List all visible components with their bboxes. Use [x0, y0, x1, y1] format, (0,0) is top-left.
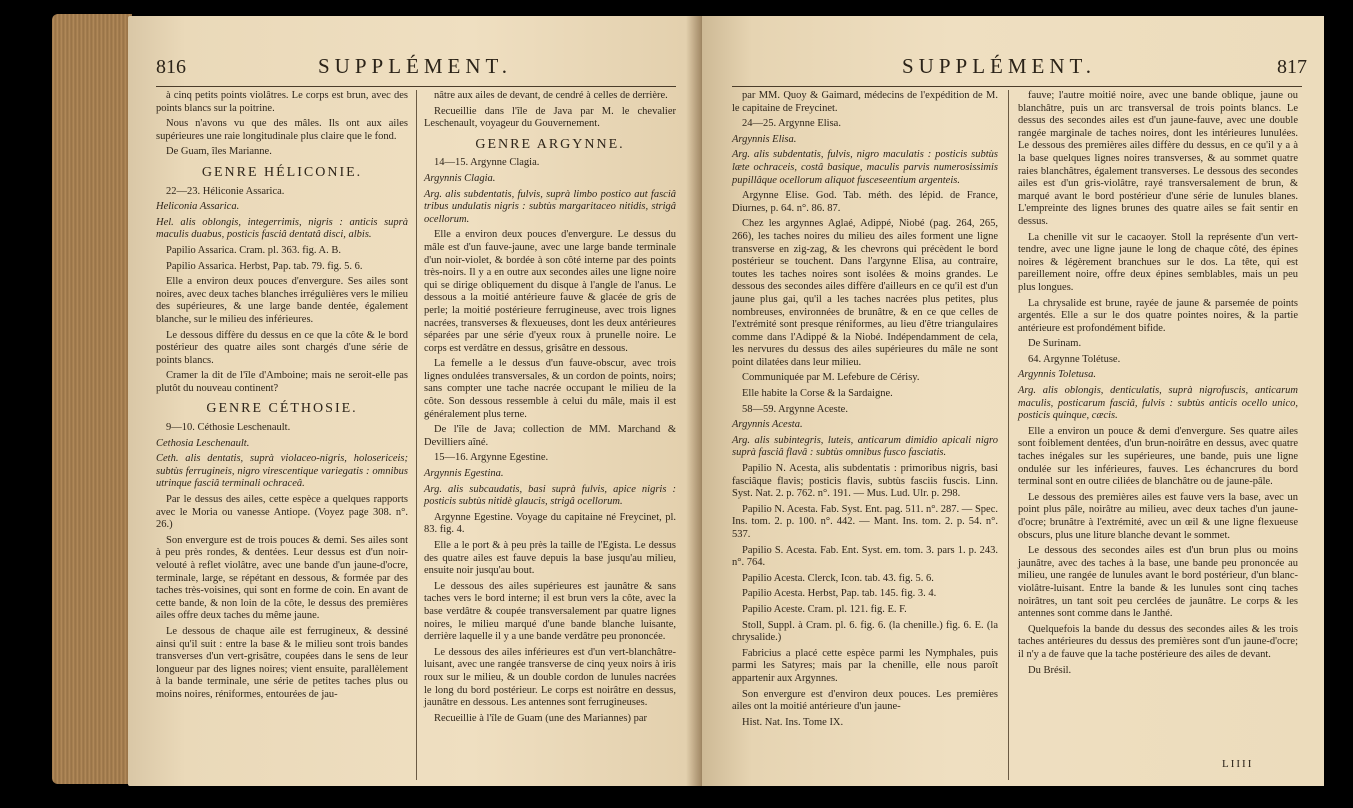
signature-mark: LIIII — [1222, 758, 1254, 770]
latin-text: Heliconia Assarica. — [156, 201, 240, 213]
running-head: SUPPLÉMENT. — [902, 54, 1097, 78]
paragraph: Quelquefois la bande du dessus des secondes ailes & les trois taches antérieures du dessus des premières sont d'un jaune-d'ocre; il n'y a de fauve que la tache postérieure des ailes de devant. — [1018, 623, 1298, 660]
right-page-column-2 — [1018, 90, 1298, 680]
paragraph: 64. Argynne Tolétuse. — [1028, 353, 1121, 365]
paragraph: La chrysalide est brune, rayée de jaune & parsemée de points argentés. Elle a sur le dos quatre pointes noires, & la partie antérieure est profondément bifide. — [1018, 297, 1298, 334]
paragraph: La chenille vit sur le cacaoyer. Stoll la représente d'un vert-tendre, avec une ligne jaune le long de chaque côté, des épines noires & légèrement branchues sur le dos. La tête, qui est pareillement noire, offre deux épines semblables, mais un peu plus longues. — [1018, 231, 1298, 293]
paragraph: Papilio Assarica. Cram. pl. 363. fig. A. B. — [166, 244, 341, 256]
paragraph: Elle a le port & à peu près la taille de l'Egista. Le dessus des quatre ailes est fauve depuis la base jusqu'au milieu, ensuite noir jusqu'au bout. — [424, 540, 676, 577]
paragraph: 24—25. Argynne Elisa. — [742, 118, 841, 130]
paragraph: 15—16. Argynne Egestine. — [434, 452, 549, 464]
column-divider — [1008, 90, 1009, 780]
paragraph: Elle a environ un pouce & demi d'envergure. Ses quatre ailes sont foiblement dentées, d'un brun-noirâtre en dessus, avec quatre taches inégales sur les supérieures, une bande, puis une ligne ondulée sur les inférieures, fauves. Les échancrures du bord terminal sont en outre ciliées de blanchâtre ou de jaune-pâle. — [1018, 425, 1298, 488]
paragraph: Recueillie dans l'île de Java par M. le chevalier Leschenault, voyageur du Gouvernement. — [424, 105, 676, 130]
paragraph: Argynne Elise. God. Tab. méth. des lépid. de France, Diurnes, p. 64. n°. 86. 87. — [732, 190, 998, 214]
paragraph: Le dessous des secondes ailes est d'un brun plus ou moins jaunâtre, avec des taches à la base, une bande peu prononcée au milieu, une rangée de lunules avant le bord postérieur, d'un blanc-violâtre-luisant. Entre la bande & les lunules sont cinq taches noirâtres, un tant soit peu cerclées de jaunâtre. Le corps & les antennes sont comme dans le Janthé. — [1018, 545, 1298, 620]
paragraph: Le dessous des ailes inférieures est d'un vert-blanchâtre-luisant, avec une rangée transverse de cinq yeux noirs à iris roux sur le milieu, & un double cordon de lunules nacrées le long du bord postérieur. Le corps est noirâtre en dessus, jaunâtre en dessous. Les antennes sont ferrugineuses. — [424, 646, 676, 709]
latin-text: Argynnis Acesta. — [732, 419, 803, 431]
paragraph: Son envergure est de trois pouces & demi. Ses ailes sont à peu près rondes, & dentées. Leur dessus est d'un noir-velouté à reflet violâtre, avec une bande d'un jaune-d'ocre, terminale, large, se répétant en dessous, & formée par des taches très-voisines, qui sont en forme de coin. En avant de cette bande, & non loin de la côte, le dessus des premières ailes offre deux taches du même jaune. — [156, 534, 408, 622]
running-head: SUPPLÉMENT. — [318, 54, 513, 78]
latin-text: Arg. alis subintegris, luteis, anticarum dimidio apicali nigro suprà fasciâ flavâ : subtùs omnibus fusco fasciatis. — [732, 434, 998, 459]
paragraph: Le dessous des ailes supérieures est jaunâtre & sans taches vers le bord interne; il est brun vers la côte, avec la base verdâtre & coupée transversalement par quatre lignes noires, le milieu marqué d'une bande blanche luisante, derrière laquelle il y a une bande verdâtre peu prononcée. — [424, 580, 676, 643]
paragraph: Chez les argynnes Aglaé, Adippé, Niobé (pag. 264, 265, 266), les taches noires du milieu des ailes forment une ligne transverse en zig-zag, & les chevrons qui précèdent le bord postérieur se touchent. Dans l'argynne Elisa, au contraire, toutes les taches noires sont isolées & moins grandes. Le dessous des secondes ailes diffère d'ailleurs en ce qu'il est d'un jaune plus gai, qu'il a les taches nacrées plus petites, plus nombreuses, environnées de brunâtre, & en ce que celles de l'extrémité sont presque réniformes, au lieu d'être triangulaires comme dans l'Adippé & la Niobé. Indépendamment de cela, les nervures du dessus des ailes supérieures du mâle ne sont point dilatées dans leur milieu. — [732, 218, 998, 368]
paragraph: Le dessous diffère du dessus en ce que la côte & le bord postérieur des quatre ailes sont chargés d'une série de points blancs. — [156, 329, 408, 366]
paragraph: Son envergure est d'environ deux pouces. Les premières ailes ont la moitié antérieure d'un jaune- — [732, 688, 998, 713]
genre-heading: GENRE HÉLICONIE. — [201, 164, 363, 180]
paragraph: Papilio Aceste. Cram. pl. 121. fig. E. F. — [742, 603, 907, 615]
paragraph: Par le dessus des ailes, cette espèce a quelques rapports avec le Moria ou vanesse Antiope. (Voyez page 308. n°. 26.) — [156, 494, 408, 531]
header-rule — [156, 86, 676, 87]
page-number: 817 — [1277, 56, 1307, 78]
left-page-column-2 — [424, 90, 676, 728]
latin-text: Arg. alis subcaudatis, basi suprà fulvis, apice nigris : posticis subtùs nitidè glaucis, strigâ ocellorum. — [424, 483, 676, 508]
right-page — [702, 16, 1324, 786]
paragraph: Papilio S. Acesta. Fab. Ent. Syst. em. tom. 3. pars 1. p. 243. n°. 764. — [732, 544, 998, 569]
latin-text: Argynnis Toletusa. — [1018, 369, 1096, 381]
paragraph: Du Brésil. — [1028, 664, 1072, 676]
latin-text: Cethosia Leschenault. — [156, 437, 250, 449]
paragraph: Nous n'avons vu que des mâles. Ils ont aux ailes supérieures une raie longitudinale plus claire que le fond. — [156, 118, 408, 142]
paragraph: De Guam, îles Marianne. — [166, 146, 272, 158]
left-page-column-1 — [156, 90, 408, 705]
right-page-column-1 — [732, 90, 998, 732]
paragraph: De Surinam. — [1028, 338, 1082, 350]
paragraph: Papilio N. Acesta. Fab. Syst. Ent. pag. 511. n°. 287. — Spec. Ins. tom. 2. p. 100. n°. 442. — Mant. Ins. tom. 2. p. 54. n°. 537. — [732, 503, 998, 540]
paragraph: Stoll, Suppl. à Cram. pl. 6. fig. 6. (la chenille.) fig. 6. E. (la chrysalide.) — [732, 619, 998, 644]
paragraph: La femelle a le dessus d'un fauve-obscur, avec trois lignes ondulées transversales, & un cordon de points, noirs; sans compter une tache nacrée occupant le milieu de la côte. Son dessous ressemble à celui du mâle, mais il est généralement plus terne. — [424, 358, 676, 420]
left-page — [128, 16, 702, 786]
latin-text: Hel. alis oblongis, integerrimis, nigris : anticis suprà maculis duabus, posticis fasciâ dentatâ disci, albis. — [156, 216, 408, 241]
page-number: 816 — [156, 56, 186, 78]
latin-text: Ceth. alis dentatis, suprà violaceo-nigris, holosericeis; subtùs ferrugineis, nigro virescentique variegatis : omnibus utrinque fasciâ terminali ochraceâ. — [156, 453, 408, 490]
paragraph: Papilio Assarica. Herbst, Pap. tab. 79. fig. 5. 6. — [166, 260, 363, 272]
paragraph: Elle habite la Corse & la Sardaigne. — [742, 388, 893, 400]
paragraph: Recueillie à l'île de Guam (une des Mariannes) par — [434, 712, 647, 724]
paragraph: Le dessous des premières ailes est fauve vers la base, avec un point plus pâle, noirâtre au milieu, avec deux taches d'un jaune-d'ocre; brunâtre à l'extrémité, avec un œil & une ligne flexueuse obscurs, plus une liture blanche devant le sommet. — [1018, 491, 1298, 541]
paragraph: Papilio Acesta. Clerck, Icon. tab. 43. fig. 5. 6. — [742, 572, 934, 584]
paragraph: Papilio Acesta. Herbst, Pap. tab. 145. fig. 3. 4. — [742, 588, 937, 600]
paragraph: 9—10. Céthosie Leschenault. — [166, 422, 291, 434]
paragraph: Argynne Egestine. Voyage du capitaine né Freycinet, pl. 83. fig. 4. — [424, 511, 676, 536]
paragraph: Fabricius a placé cette espèce parmi les Nymphales, puis parmi les Satyres; mais par la chenille, elle nous paroît appartenir aux Argynnes. — [732, 647, 998, 684]
paragraph: De l'île de Java; collection de MM. Marchand & Devilliers aîné. — [424, 424, 676, 448]
genre-heading: GENRE CÉTHOSIE. — [206, 401, 358, 417]
latin-text: Argynnis Clagia. — [424, 172, 496, 184]
paragraph: par MM. Quoy & Gaimard, médecins de l'expédition de M. le capitaine de Freycinet. — [732, 90, 998, 114]
paragraph: Cramer la dit de l'île d'Amboine; mais ne seroit-elle pas plutôt du nouveau continent? — [156, 370, 408, 394]
paragraph: Communiquée par M. Lefebure de Cérisy. — [742, 372, 920, 384]
paragraph: 22—23. Héliconie Assarica. — [166, 185, 285, 197]
paragraph: Hist. Nat. Ins. Tome IX. — [742, 716, 844, 728]
paragraph: 14—15. Argynne Clagia. — [434, 157, 540, 169]
book-page-edges-left — [52, 14, 132, 784]
column-divider — [416, 90, 417, 780]
genre-heading: GENRE ARGYNNE. — [475, 136, 625, 152]
paragraph: Elle a environ deux pouces d'envergure. Ses ailes sont noires, avec deux taches blanches irrégulières vers le milieu des supérieures, & une large bande dentée, également blanche, sur le milieu des inférieures. — [156, 276, 408, 325]
paragraph: 58—59. Argynne Aceste. — [742, 403, 848, 415]
latin-text: Arg. alis oblongis, denticulatis, suprà nigrofuscis, anticarum maculis, posticarum fasciâ, fulvis : subtùs anticis ocello unico, posticis quinque, cæcis. — [1018, 385, 1298, 422]
paragraph: nâtre aux ailes de devant, de cendré à celles de derrière. — [434, 90, 668, 101]
paragraph: fauve; l'autre moitié noire, avec une bande oblique, jaune ou blanchâtre, puis un arc transversal de trois points blancs. Le dessus des secondes ailes est d'un jaune-fauve, avec une double rangée marginale de taches noires, dont les intérieures lunulées. Le dessous des premières ailes diffère du dessus, en ce qu'il y a à la base quelques lignes noires transverses, & au sommet quatre raies blanchâtres, également transverses. Le dessous des secondes ailes est d'un gris-violâtre, rayé transversalement de brun, & marqué avant le bord postérieur d'une série de lunules blanes. L'empreinte des lignes brunes des quatre ailes se fait sentir en dessus. — [1018, 90, 1298, 227]
header-rule — [732, 86, 1302, 87]
paragraph: à cinq petits points violâtres. Le corps est brun, avec des points blancs sur la poitrine. — [156, 90, 408, 114]
latin-text: Arg. alis subdentatis, fulvis, nigro maculatis : posticis subtùs læte ochraceis, costâ basique, maculis parvis numerosissimis pupillâque ocellorum aliquot fusceseentium argenteis. — [732, 149, 998, 186]
latin-text: Argynnis Egestina. — [424, 468, 504, 480]
paragraph: Elle a environ deux pouces d'envergure. Le dessus du mâle est d'un fauve-jaune, avec une large bande terminale d'un noir-violet, & bordée à son côté interne par des points très-noirs. Il y a en outre aux secondes ailes une ligne noire qui se dirige obliquement du disque à l'angle de l'anus. Le dessous a la moitié antérieure fauve & glacée de gris de perle; la moitié postérieure ferrugineuse, avec trois lignes nacrées, transverses & flexueuses, dont les deux antérieures séparées par une série d'yeux roux à prunelle noire. Le corps est verdâtre en dessus, grisâtre en dessous. — [424, 229, 676, 354]
latin-text: Arg. alis subdentatis, fulvis, suprà limbo postico aut fasciâ tribus undulatis nigris : subtùs margaritaceo nitidis, strigâ ocellorum. — [424, 188, 676, 225]
latin-text: Argynnis Elisa. — [732, 133, 797, 145]
paragraph: Le dessous de chaque aile est ferrugineux, & dessiné ainsi qu'il suit : entre la base & le milieu sont trois bandes transverses d'un vert-grisâtre, coupées dans le sens de leur longueur par des lignes noires; vient ensuite, parallèlement à la bande terminale, une série de petites taches plus ou moins noires, réniformes, entourées de jau- — [156, 625, 408, 700]
paragraph: Papilio N. Acesta, alis subdentatis : primoribus nigris, basi fasciâque flavis; posticis flavis, subtùs fasciis fuscis. Linn. Syst. Nat. 2. p. 762. n°. 191. — Mus. Lud. Ulr. p. 298. — [732, 463, 998, 500]
